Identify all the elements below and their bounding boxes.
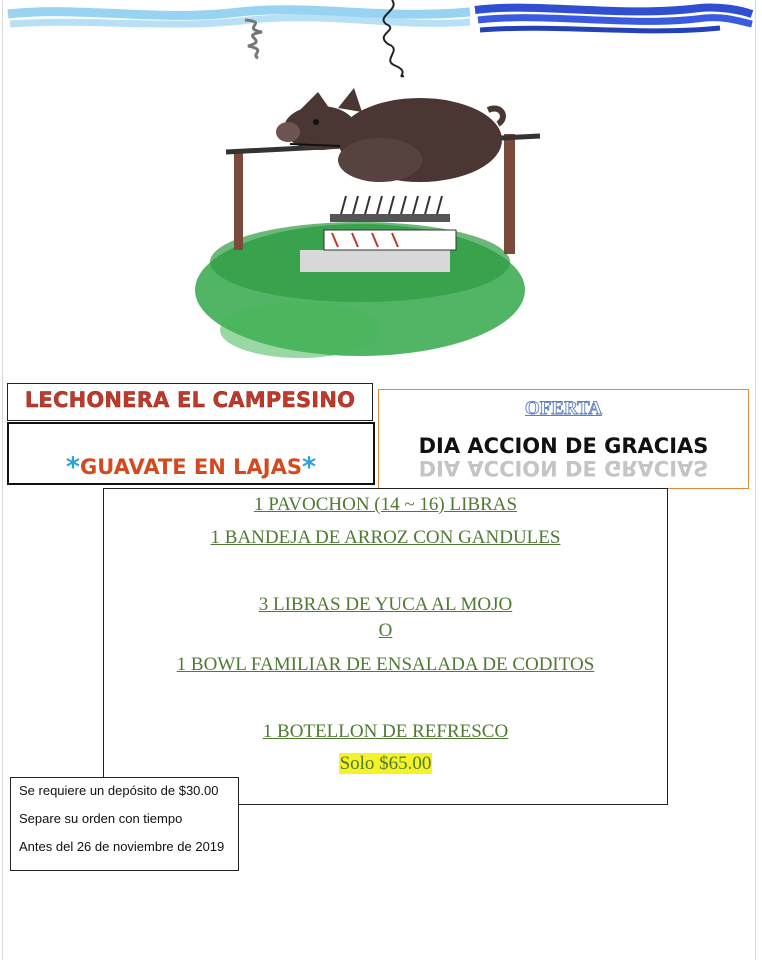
notes-box: [10, 777, 239, 871]
offer-headline-reflection: DIA ACCION DE GRACIAS: [418, 456, 709, 480]
location-line: [9, 452, 373, 483]
menu-item: 1 BOTELLON DE REFRESCO: [262, 721, 509, 742]
menu-item-or: O: [378, 620, 393, 641]
offer-headline: DIA ACCION DE GRACIAS: [418, 434, 709, 458]
offer-box: [378, 389, 749, 489]
roast-pig: [276, 88, 503, 182]
location-text: GUAVATE EN LAJAS: [80, 455, 302, 479]
business-name: LECHONERA EL CAMPESINO: [24, 388, 356, 412]
menu-item: 1 PAVOCHON (14 ~ 16) LIBRAS: [253, 494, 518, 515]
menu-box: [103, 488, 668, 805]
offer-title: OFERTA: [524, 398, 603, 419]
note-order-ahead: Separe su orden con tiempo: [19, 811, 183, 826]
price: Solo $65.00: [339, 753, 432, 774]
note-deadline: Antes del 26 de noviembre de 2019: [19, 839, 225, 854]
menu-item: 1 BOWL FAMILIAR DE ENSALADA DE CODITOS: [176, 654, 595, 675]
sky-scribble: [8, 7, 752, 30]
price-line: [104, 753, 667, 775]
menu-item: 3 LIBRAS DE YUCA AL MOJO: [258, 594, 513, 615]
menu-item: 1 BANDEJA DE ARROZ CON GANDULES: [210, 527, 561, 548]
roast-pig-drawing: [0, 0, 762, 380]
star-icon: *: [301, 452, 317, 483]
business-name-box: [7, 383, 373, 421]
note-deposit: Se requiere un depósito de $30.00: [19, 783, 219, 798]
star-icon: *: [65, 452, 81, 483]
location-box: [7, 422, 375, 485]
